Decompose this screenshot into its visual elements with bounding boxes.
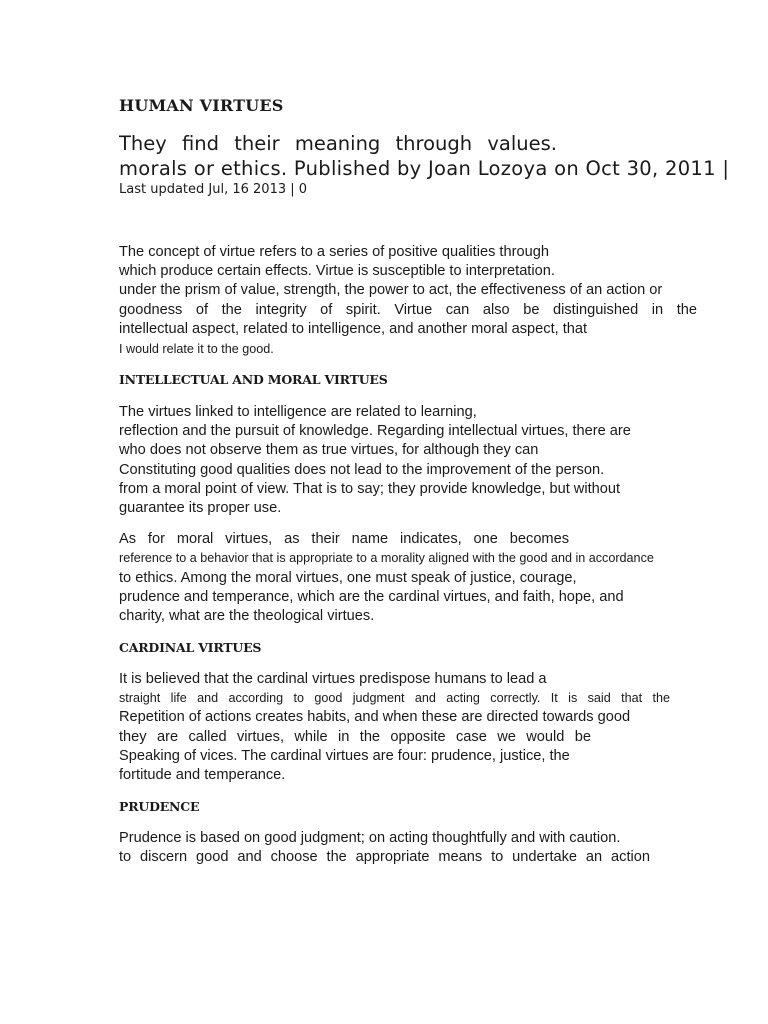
intellectual-para1-line: from a moral point of view. That is to say; they provide knowledge, but without	[119, 481, 621, 497]
document-page	[119, 0, 768, 1024]
intro-line: goodness of the integrity of spirit. Virtue can also be distinguished in the	[119, 302, 697, 318]
intro-line: which produce certain effects. Virtue is susceptible to interpretation.	[119, 263, 555, 279]
section-heading-prudence: PRUDENCE	[119, 799, 200, 814]
intellectual-para2-line: As for moral virtues, as their name indicates, one becomes	[119, 531, 569, 547]
intro-line: The concept of virtue refers to a series of positive qualities through	[119, 244, 549, 260]
intellectual-para2-line: reference to a behavior that is appropriate to a morality aligned with the good and in accordance	[119, 551, 654, 565]
prudence-line: Prudence is based on good judgment; on acting thoughtfully and with caution.	[119, 830, 621, 846]
prudence-line: to discern good and choose the appropriate means to undertake an action	[119, 849, 650, 865]
last-updated-text: Last updated Jul, 16 2013 | 0	[119, 182, 308, 197]
subtitle-line-1: They find their meaning through values.	[119, 132, 557, 155]
intellectual-para1-line: Constituting good qualities does not lead to the improvement of the person.	[119, 462, 605, 478]
cardinal-line: It is believed that the cardinal virtues predispose humans to lead a	[119, 671, 547, 687]
intellectual-para1-line: reflection and the pursuit of knowledge. Regarding intellectual virtues, there are	[119, 423, 631, 439]
intellectual-para2-line: prudence and temperance, which are the cardinal virtues, and faith, hope, and	[119, 589, 624, 605]
cardinal-line: Repetition of actions creates habits, and when these are directed towards good	[119, 709, 631, 725]
subtitle-line-2: morals or ethics. Published by Joan Lozoya on Oct 30, 2011 |	[119, 157, 730, 180]
intellectual-para2-line: to ethics. Among the moral virtues, one must speak of justice, courage,	[119, 570, 577, 586]
intellectual-para1-line: who does not observe them as true virtues, for although they can	[119, 442, 539, 458]
intro-line: I would relate it to the good.	[119, 342, 274, 356]
section-heading-cardinal: CARDINAL VIRTUES	[119, 640, 262, 655]
cardinal-line: Speaking of vices. The cardinal virtues are four: prudence, justice, the	[119, 748, 570, 764]
intro-line: under the prism of value, strength, the power to act, the effectiveness of an action or	[119, 282, 663, 298]
cardinal-line: they are called virtues, while in the opposite case we would be	[119, 729, 591, 745]
intellectual-para1-line: guarantee its proper use.	[119, 500, 282, 516]
section-heading-intellectual: INTELLECTUAL AND MORAL VIRTUES	[119, 372, 388, 387]
cardinal-line: fortitude and temperance.	[119, 767, 286, 783]
intro-line: intellectual aspect, related to intelligence, and another moral aspect, that	[119, 321, 588, 337]
intellectual-para2-line: charity, what are the theological virtues.	[119, 608, 375, 624]
intellectual-para1-line: The virtues linked to intelligence are related to learning,	[119, 404, 477, 420]
cardinal-line: straight life and according to good judgment and acting correctly. It is said that the	[119, 691, 670, 705]
document-title: HUMAN VIRTUES	[119, 96, 284, 115]
